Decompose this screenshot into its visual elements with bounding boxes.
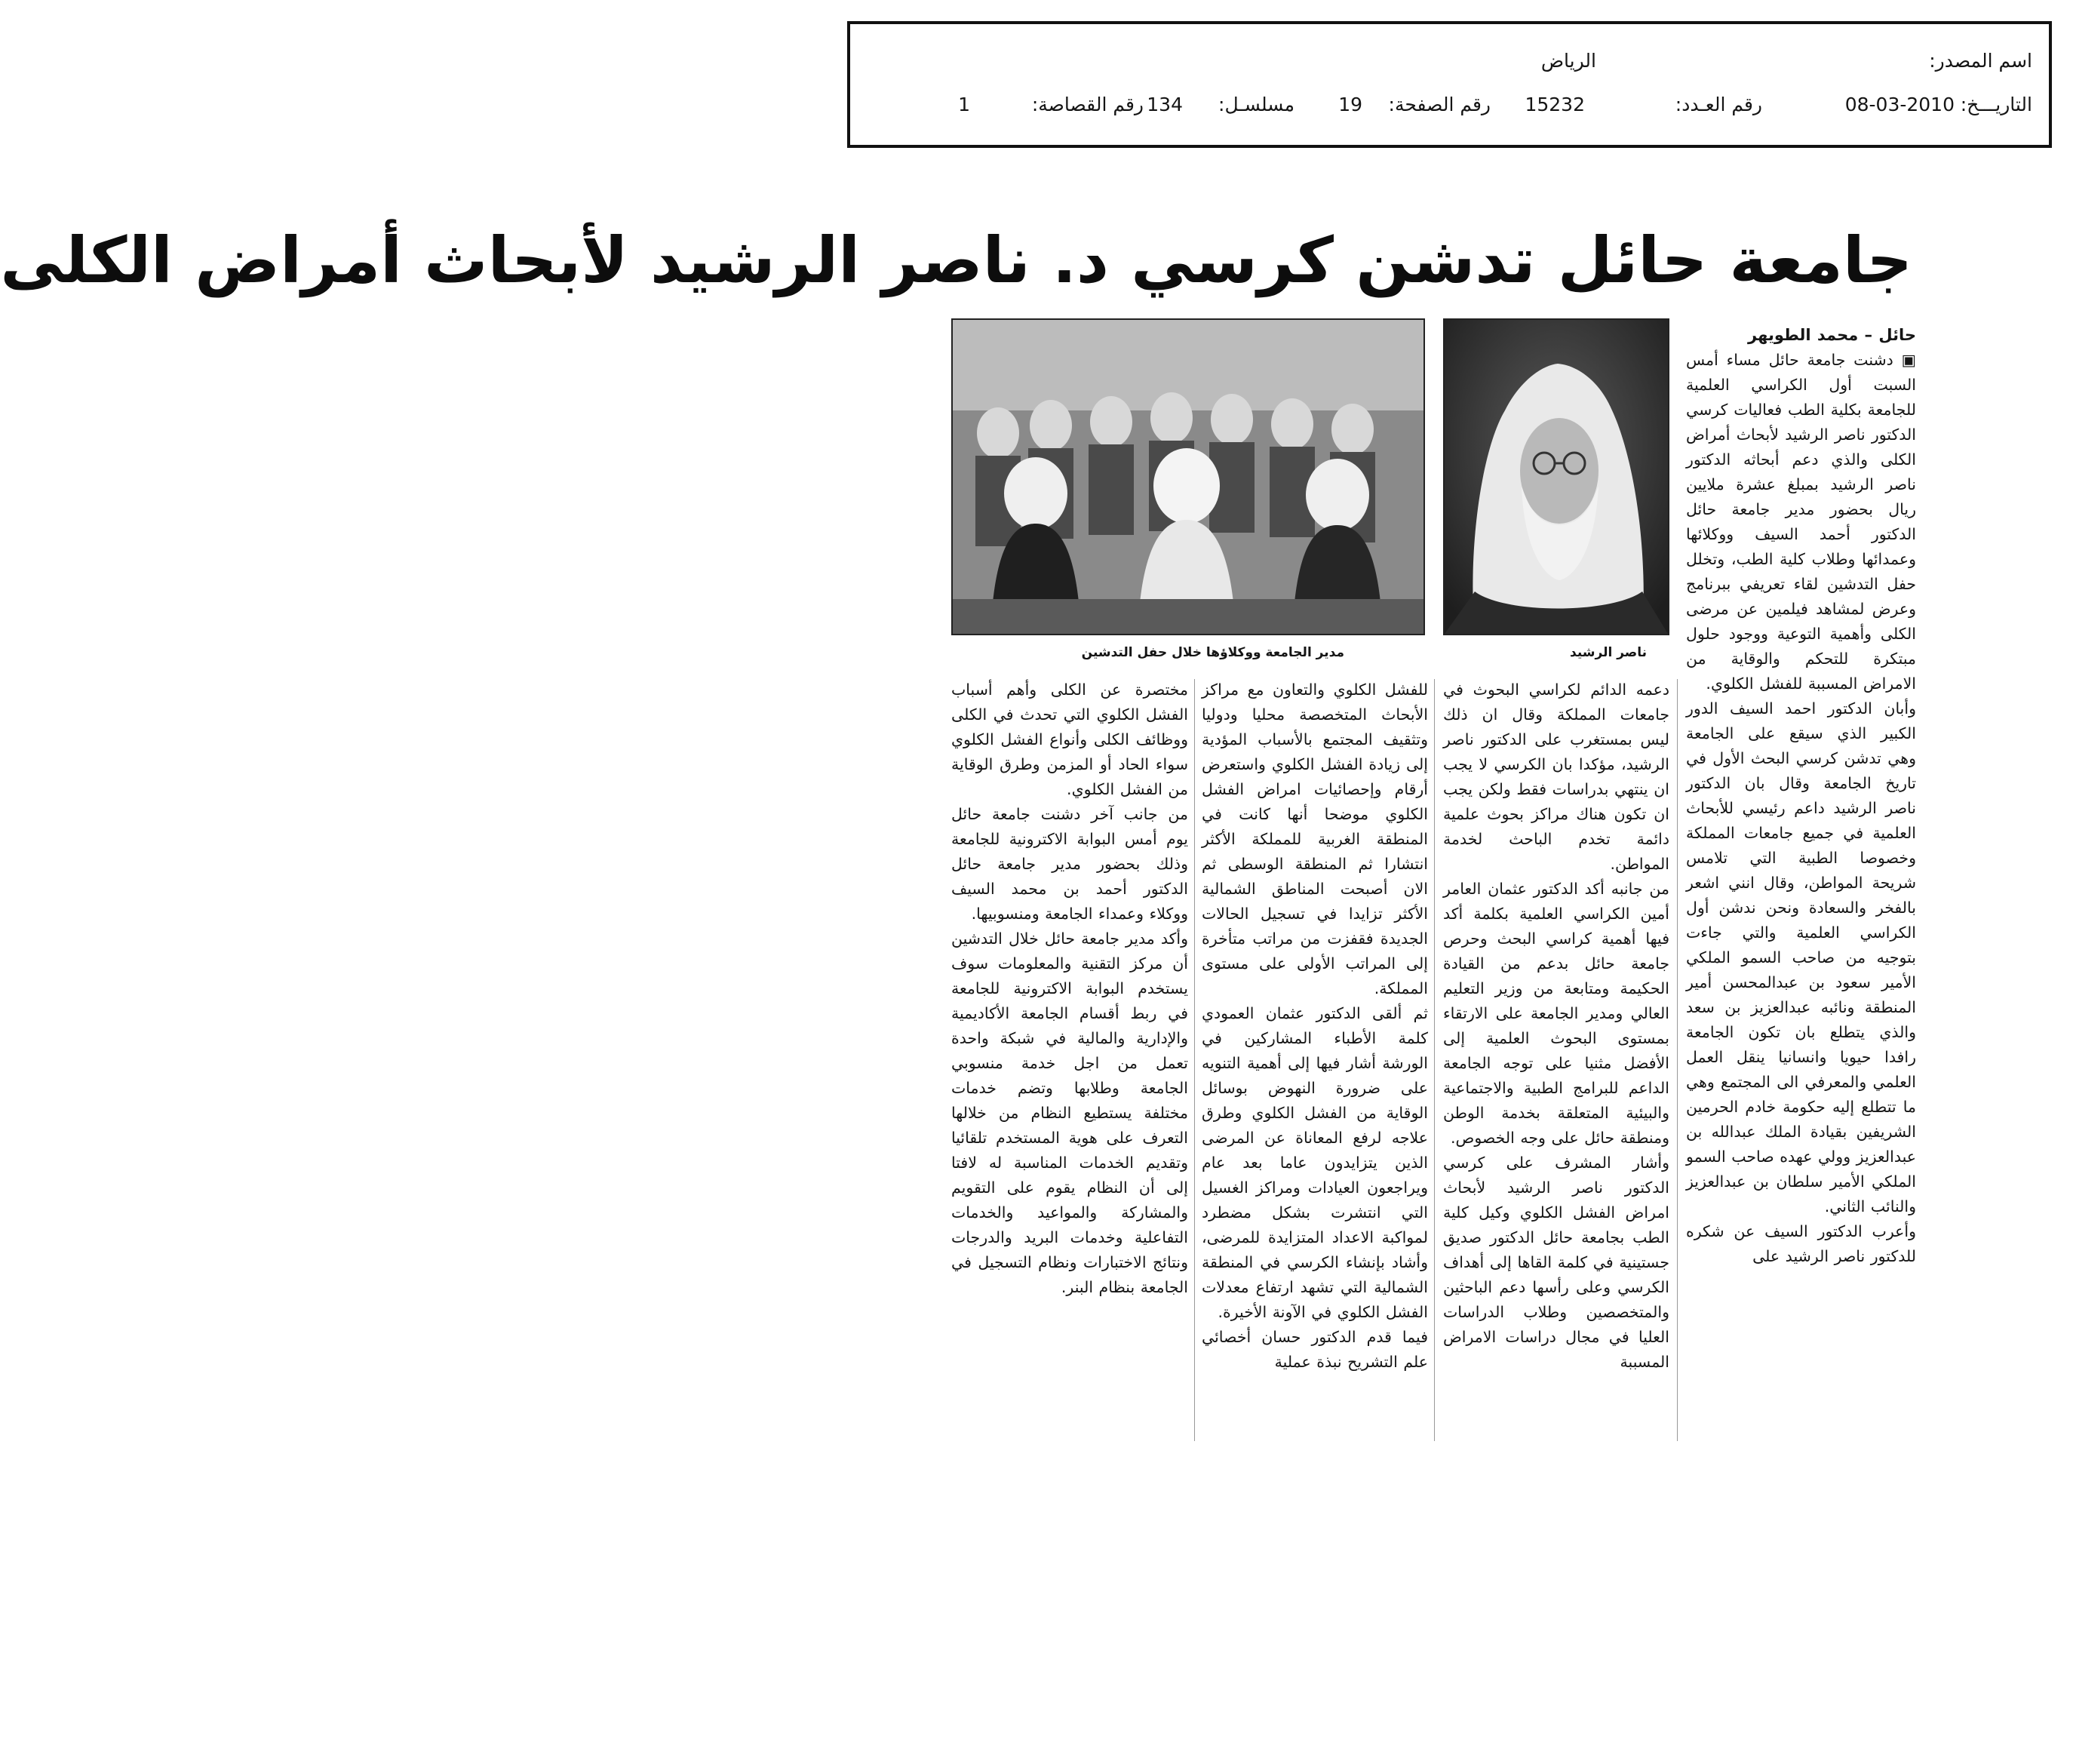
group-photo — [951, 318, 1425, 635]
column-1-paragraph-1: ▣ دشنت جامعة حائل مساء أمس السبت أول الكراسي العلمية للجامعة بكلية الطب فعاليات كرسي الدكتور ناصر الرشيد لأبحاث أمراض الكلى والذي دعم أبحاثه الدكتور ناصر الرشيد بمبلغ عشرة ملايين ريال بحضور مدير جامعة حائل الدكتور أحمد السيف ووكلائها وعمدائها وطلاب كلية الطب، وتخلل حفل التدشين لقاء تعريفي ببرنامج وعرض لمشاهد فيلمين عن مرضى الكلى وأهمية التوعية ووجود حلول مبتكرة للتحكم والوقاية من الامراض المسببة للفشل الكلوي. — [1686, 351, 1916, 693]
column-4-paragraph-1: مختصرة عن الكلى وأهم أسباب الفشل الكلوي التي تحدث في الكلى ووظائف الكلى وأنواع الفشل الكلوي سواء الحاد أو المزمن وطرق الوقاية من الفشل الكلوي. — [951, 681, 1188, 798]
clip-number-value: 1 — [958, 94, 970, 115]
article-column-1 — [1686, 323, 1916, 1455]
portrait-caption: ناصر الرشيد — [1570, 645, 1647, 660]
column-3-paragraph-3: فيما قدم الدكتور حسان أخصائي علم التشريح نبذة عملية — [1202, 1328, 1428, 1371]
column-2-paragraph-1: دعمه الدائم لكراسي البحوث في جامعات المملكة وقال ان ذلك ليس بمستغرب على الدكتور ناصر الرشيد، مؤكدا بان الكرسي لا يجب ان ينتهي بدراسات فقط ولكن يجب ان تكون هناك مراكز بحوث علمية دائمة تخدم الباحث لخدمة المواطن. — [1443, 681, 1669, 873]
column-4-paragraph-3: وأكد مدير جامعة حائل خلال التدشين أن مركز التقنية والمعلومات سوف يستخدم البوابة الاكترونية للجامعة في ربط أقسام الجامعة الأكاديمية والإدارية والمالية في شبكة واحدة تعمل من اجل خدمة منسوبي الجامعة وطلابها وتضم خدمات مختلفة يستطيع النظام من خلالها التعرف على هوية المستخدم تلقائيا وتقديم الخدمات المناسبة له لافتا إلى أن النظام يقوم على التقويم والمشاركة والمواعيد والخدمات التفاعلية وخدمات البريد والدرجات ونتائج الاختبارات ونظام التسجيل في الجامعة بنظام البنر. — [951, 930, 1188, 1296]
serial-label: مسلسـل: — [1218, 94, 1294, 115]
issue-label: رقم العـدد: — [1675, 94, 1762, 115]
column-rule — [1677, 679, 1678, 1441]
column-1-paragraph-2: وأبان الدكتور احمد السيف الدور الكبير الذي سيقع على الجامعة وهي تدشن كرسي البحث الأول في تاريخ الجامعة وقال بان الدكتور ناصر الرشيد داعم رئيسي للأبحاث العلمية في جميع جامعات المملكة وخصوصا الطبية التي تلامس شريحة المواطن، وقال انني اشعر بالفخر والسعادة ونحن ندشن أول الكراسي العلمية والتي جاءت بتوجيه من صاحب السمو الملكي الأمير سعود بن عبدالمحسن أمير المنطقة ونائبه عبدالعزيز بن سعد والذي يتطلع بان تكون الجامعة رافدا حيويا وانسانيا ينقل العمل العلمي والمعرفي الى المجتمع وهي ما تتطلع إليه حكومة خادم الحرمين الشريفين بقيادة الملك عبدالله بن عبدالعزيز وولي عهده صاحب السمو الملكي الأمير سلطان بن عبدالعزيز والنائب الثاني. — [1686, 699, 1916, 1215]
article-column-2 — [1443, 678, 1669, 1455]
column-rule — [1434, 679, 1435, 1441]
group-photo-caption: مدير الجامعة ووكلاؤها خلال حفل التدشين — [1081, 645, 1344, 660]
article-column-4 — [951, 678, 1188, 1455]
issue-value: 15232 — [1525, 94, 1585, 115]
column-rule — [1194, 679, 1195, 1441]
page-value: 19 — [1338, 94, 1362, 115]
column-2-paragraph-3: وأشار المشرف على كرسي الدكتور ناصر الرشيد لأبحاث امراض الفشل الكلوي وكيل كلية الطب بجامعة حائل الدكتور صديق جستينية في كلمة القاها إلى أهداف الكرسي وعلى رأسها دعم الباحثين والمتخصصين وطلاب الدراسات العليا في مجال دراسات الامراض المسببة — [1443, 1154, 1669, 1371]
column-1-paragraph-3: وأعرب الدكتور السيف عن شكره للدكتور ناصر الرشيد على — [1686, 1222, 1916, 1265]
serial-value: 134 — [1147, 94, 1183, 115]
source-label: اسم المصدر: — [1929, 50, 2032, 72]
article-byline: حائل – محمد الطويهر — [1748, 326, 1916, 344]
article-column-3 — [1202, 678, 1428, 1455]
article-headline: جامعة حائل تدشن كرسي د. ناصر الرشيد لأبحاث أمراض الكلى — [0, 223, 1912, 297]
portrait-photo — [1443, 318, 1669, 635]
column-3-paragraph-2: ثم ألقى الدكتور عثمان العمودي كلمة الأطباء المشاركين في الورشة أشار فيها إلى أهمية التنويه على ضرورة النهوض بوسائل الوقاية من الفشل الكلوي وطرق علاجه لرفع المعاناة عن المرضى الذين يتزايدون عاما بعد عام ويراجعون العيادات ومراكز الغسيل التي انتشرت بشكل مضطرد لمواكبة الاعداد المتزايدة للمرضى، وأشاد بإنشاء الكرسي في المنطقة الشمالية التي تشهد ارتفاع معدلات الفشل الكلوي في الآونة الأخيرة. — [1202, 1004, 1428, 1321]
clipping-header — [847, 21, 2052, 148]
column-4-paragraph-2: من جانب آخر دشنت جامعة حائل يوم أمس البوابة الاكترونية للجامعة وذلك بحضور مدير جامعة حائل الدكتور أحمد بن محمد السيف ووكلاء وعمداء الجامعة ومنسوبيها. — [951, 805, 1188, 923]
date-label: التاريـــخ: — [1960, 94, 2032, 115]
date-value: 08-03-2010 — [1844, 94, 1955, 115]
column-2-paragraph-2: من جانبه أكد الدكتور عثمان العامر أمين الكراسي العلمية بكلمة أكد فيها أهمية كراسي البحث وحرص جامعة حائل بدعم من القيادة الحكيمة ومتابعة من وزير التعليم العالي ومدير الجامعة على الارتقاء بمستوى البحوث العلمية إلى الأفضل مثنيا على توجه الجامعة الداعم للبرامج الطبية والاجتماعية والبيئية المتعلقة بخدمة الوطن ومنطقة حائل على وجه الخصوص. — [1443, 880, 1669, 1147]
group-photo-image — [953, 320, 1423, 634]
page-label: رقم الصفحة: — [1388, 94, 1491, 115]
portrait-photo-image — [1445, 320, 1668, 634]
source-value: الرياض — [1540, 50, 1596, 72]
column-3-paragraph-1: للفشل الكلوي والتعاون مع مراكز الأبحاث المتخصصة محليا ودوليا وتثقيف المجتمع بالأسباب المؤدية إلى زيادة الفشل الكلوي واستعرض أرقام وإحصائيات امراض الفشل الكلوي موضحا أنها كانت في المنطقة الغربية للمملكة الأكثر انتشارا ثم المنطقة الوسطى ثم الان أصبحت المناطق الشمالية الأكثر تزايدا في تسجيل الحالات الجديدة فقفزت من مراتب متأخرة إلى المراتب الأولى على مستوى المملكة. — [1202, 681, 1428, 997]
clip-number-label: رقم القصاصة: — [1031, 94, 1144, 115]
